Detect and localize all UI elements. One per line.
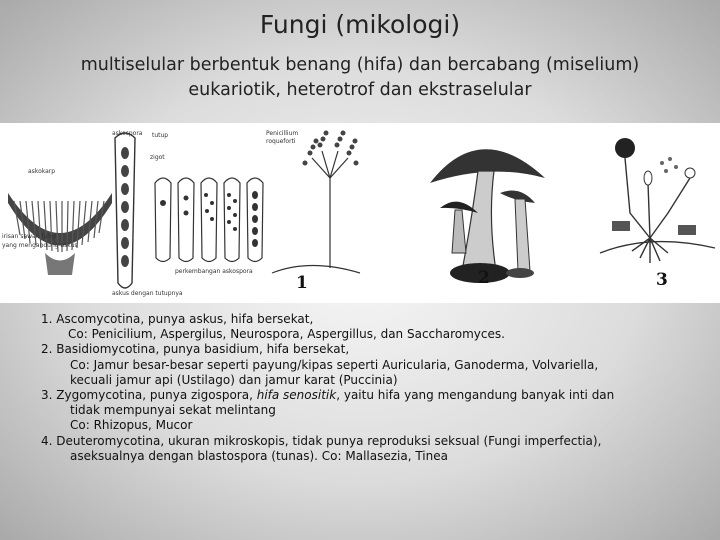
slide-subtitle	[20, 53, 700, 103]
subtitle-line-2: eukariotik, heterotrof dan ekstraselular	[188, 80, 532, 100]
ascus-drawing	[115, 133, 135, 288]
penicillium-drawing	[272, 151, 360, 273]
list-item-2-detail-2: kecuali jamur api (Ustilago) dan jamur karat (Puccinia)	[70, 372, 398, 387]
figure-number-2: 2	[478, 268, 490, 288]
list-item-1-detail: Co: Penicilium, Aspergilus, Neurospora, Aspergillus, dan Saccharomyces.	[68, 327, 505, 342]
label-askus-tutup: askus dengan tutupnya	[112, 290, 183, 297]
list-item-3-cont: tidak mempunyai sekat melintang	[70, 403, 276, 418]
slide-title: Fungi (mikologi)	[259, 10, 461, 39]
label-roqueforti: roqueforti	[266, 138, 296, 145]
list-item-2-detail-1: Co: Jamur besar-besar seperti payung/kipas seperti Auricularia, Ganoderma, Volvariella,	[70, 357, 599, 372]
rhizopus-drawing	[600, 158, 715, 263]
label-irisan-2: yang mengandung askus	[2, 242, 78, 249]
label-irisan-1: irisan sawan fungi	[2, 233, 57, 240]
taxonomy-list	[41, 312, 691, 464]
sporangium-dark	[615, 138, 635, 158]
label-penicillium: Penicillium	[266, 130, 299, 137]
subtitle-line-1: multiselular berbentuk benang (hifa) dan bercabang (miselium)	[80, 55, 640, 75]
list-item-3-pre: 3. Zygomycotina, punya zigospora,	[41, 388, 257, 403]
list-item-1-head: 1. Ascomycotina, punya askus, hifa bersekat,	[41, 312, 314, 326]
list-item-3-head	[41, 388, 691, 403]
label-askokarp: askokarp	[28, 168, 56, 175]
mushroom-drawing	[430, 149, 545, 283]
list-item-3-italic: hifa senositik	[256, 388, 337, 403]
list-item-4-head: 4. Deuteromycotina, ukuran mikroskopis, tidak punya reproduksi seksual (Fungi imperfectia),	[41, 433, 602, 448]
figure-number-1: 1	[296, 273, 308, 293]
label-tutup: tutup	[152, 132, 169, 139]
ascospore-development-drawing	[155, 178, 263, 262]
fungi-illustration-svg	[0, 123, 720, 303]
label-perkembangan: perkembangan askospora	[175, 268, 253, 275]
figure-number-3: 3	[656, 270, 668, 290]
list-item-2-head: 2. Basidiomycotina, punya basidium, hifa bersekat,	[41, 342, 350, 357]
list-item-3-post: , yaitu hifa yang mengandung banyak inti dan	[336, 388, 615, 403]
label-askospora: askospora	[112, 130, 143, 137]
fungi-illustration	[0, 123, 720, 303]
label-zigot: zigot	[150, 154, 165, 161]
list-item-4-cont: aseksualnya dengan blastospora (tunas). Co: Mallasezia, Tinea	[70, 448, 448, 463]
list-item-3-detail: Co: Rhizopus, Mucor	[70, 418, 193, 433]
